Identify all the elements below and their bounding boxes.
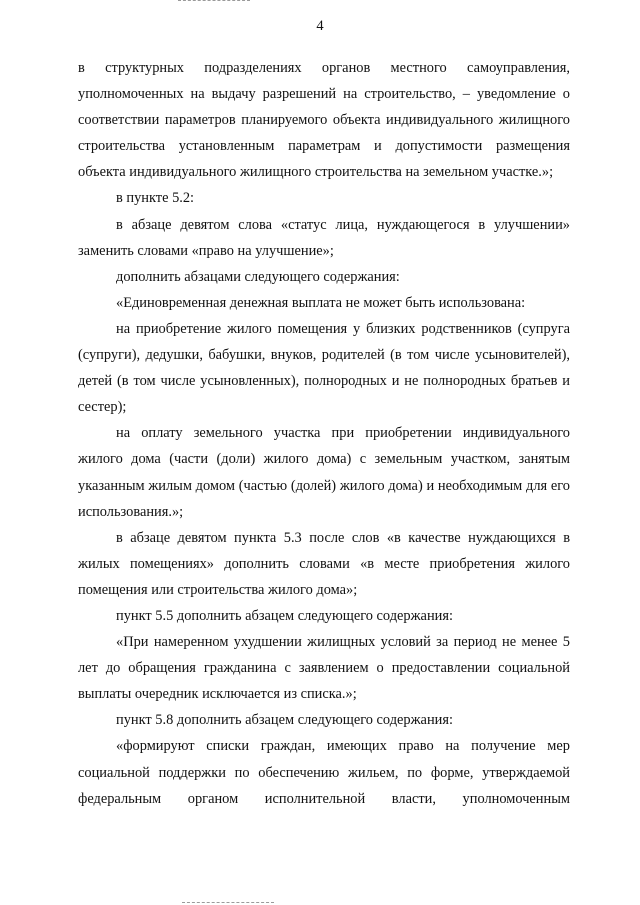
scan-artifact-bottom [182,902,274,904]
paragraph-relatives: на приобретение жилого помещения у близких родственников (супруга (супруги), дедушки, бабушки, внуков, родителей (в том числе усыновителей), детей (в том числе усыновленных), полнородных и не полнородных братьев и сестер); [78,320,570,416]
scan-artifact-top [178,0,250,2]
paragraph-add-abzats: дополнить абзацами следующего содержания: [116,268,400,285]
paragraph-item-5-3: в абзаце девятом пункта 5.3 после слов «в качестве нуждающихся в жилых помещениях» дополнить словами «в месте приобретения жилого помещения или строительства жилого дома»; [78,529,570,598]
paragraph-item-5-2: в пункте 5.2: [116,190,195,207]
paragraph-item-5-5: пункт 5.5 дополнить абзацем следующего содержания: [116,607,453,624]
paragraph-item-5-8: пункт 5.8 дополнить абзацем следующего содержания: [116,712,453,729]
paragraph-land-payment: на оплату земельного участка при приобретении индивидуального жилого дома (части (доли) жилого дома) с земельным участком, занятым указанным жилым домом (частью (долей) жилого дома) и необходимым для его использования.»; [78,425,570,520]
paragraph-worsening-conditions: «При намеренном ухудшении жилищных условий за период не менее 5 лет до обращения гражданина с заявлением о предоставлении социальной выплаты очередник исключается из списка.»; [78,634,570,703]
paragraph-lists-formation: «формируют списки граждан, имеющих право на получение мер социальной поддержки по обеспечению жильем, по форме, утверждаемой федеральным органом исполнительной власти, уполномоченным [78,738,570,807]
document-body [78,55,570,812]
paragraph-payment-restriction: «Единовременная денежная выплата не может быть использована: [116,294,526,311]
page-number: 4 [316,18,324,34]
paragraph-continuation: в структурных подразделениях органов местного самоуправления, уполномоченных на выдачу разрешений на строительство, – уведомление о соответствии параметров планируемого объекта индивидуального жилищного строительства установленным параметрам и допустимости размещения объекта индивидуального жилищного строительства на земельном участке.»; [78,60,570,181]
paragraph-amendment-status: в абзаце девятом слова «статус лица, нуждающегося в улучшении» заменить словами «право на улучшение»; [78,216,570,259]
